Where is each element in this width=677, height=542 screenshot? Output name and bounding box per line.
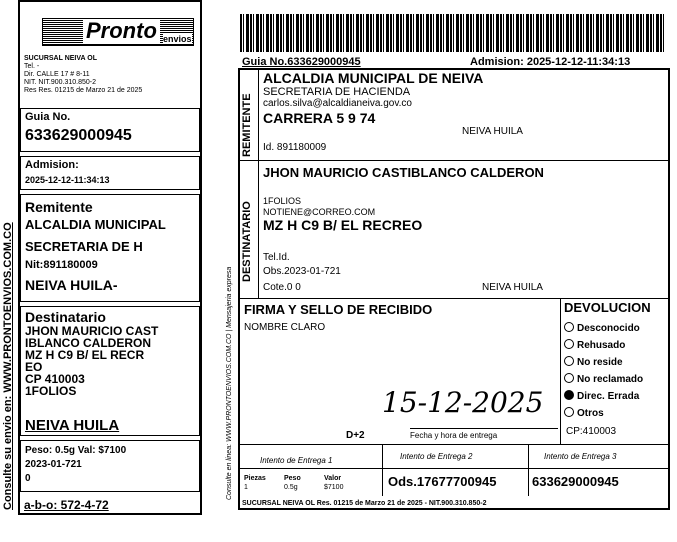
intento-3: Intento de Entrega 3 xyxy=(544,452,617,461)
main-barcode xyxy=(240,14,665,52)
radio-icon xyxy=(564,356,574,366)
devolucion-options xyxy=(564,320,643,422)
divider xyxy=(238,298,670,299)
main-vertical-text: Consulte en linea: WWW.PRONTOENVIOS.COM.CO | Mensajeria expresa xyxy=(226,266,233,500)
main-admision-header: Admision: 2025-12-12-11:34:13 xyxy=(470,56,631,68)
stub-destinatario-label: Destinatario xyxy=(25,309,106,325)
main-destinatario-name: JHON MAURICIO CASTIBLANCO CALDERON xyxy=(263,165,544,180)
stub-destinatario-line: IBLANCO CALDERON xyxy=(25,336,151,350)
piezas-value: 1 xyxy=(244,484,248,491)
divider xyxy=(238,160,670,161)
stub-destinatario-line: CP 410003 xyxy=(25,372,85,386)
main-remitente-email: carlos.silva@alcaldianeiva.gov.co xyxy=(263,98,412,109)
divider xyxy=(560,298,561,444)
nombre-claro: NOMBRE CLARO xyxy=(244,322,326,333)
peso-value: 0.5g xyxy=(284,484,298,491)
devolucion-cp: CP:410003 xyxy=(566,426,617,437)
valor-label: Valor xyxy=(324,475,342,482)
stub-destinatario-city: NEIVA HUILA xyxy=(25,417,120,434)
logo-subtext: envios xyxy=(163,34,192,44)
main-destinatario-folios: 1FOLIOS xyxy=(263,196,302,206)
main-footer: SUCURSAL NEIVA OL Res. 01215 de Marzo 21 de 2025 - NIT.900.310.850-2 xyxy=(242,500,487,507)
devolucion-option: Desconocido xyxy=(564,320,643,337)
fecha-label: Fecha y hora de entrega xyxy=(410,431,498,440)
company-line: Dir. CALLE 17 # 8-11 xyxy=(24,71,90,78)
stub-remitente-dept: SECRETARIA DE H xyxy=(25,239,143,254)
destinatario-side-label: DESTINATARIO xyxy=(241,201,253,282)
radio-icon xyxy=(564,339,574,349)
admision-value: 2025-12-12-11:34:13 xyxy=(25,175,110,185)
stub-destinatario-line: JHON MAURICIO CAST xyxy=(25,324,159,338)
main-remitente-dept: SECRETARIA DE HACIENDA xyxy=(263,86,411,98)
guia-number: 633629000945 xyxy=(25,127,132,144)
divider xyxy=(258,68,259,298)
intento-2: Intento de Entrega 2 xyxy=(400,452,473,461)
stub-zero: 0 xyxy=(25,473,31,484)
devolucion-option: Rehusado xyxy=(564,337,643,354)
stub-destinatario-line: MZ H C9 B/ EL RECR xyxy=(25,348,145,362)
main-remitente-name: ALCALDIA MUNICIPAL DE NEIVA xyxy=(263,70,484,86)
devolucion-option: Otros xyxy=(564,405,643,422)
main-remitente-id: Id. 891180009 xyxy=(263,142,327,153)
divider xyxy=(238,444,670,445)
valor-value: $7100 xyxy=(324,484,344,491)
stub-remitente-label: Remitente xyxy=(25,199,93,215)
stub-destinatario-line: EO xyxy=(25,360,43,374)
handwritten-date: 15-12-2025 xyxy=(382,386,544,419)
pronto-logo xyxy=(42,18,194,46)
company-line: Res Res. 01215 de Marzo 21 de 2025 xyxy=(24,87,143,94)
stub-date-line: 2023-01-721 xyxy=(25,459,82,470)
stub-remitente-nit: Nit:891180009 xyxy=(25,259,98,271)
divider xyxy=(238,468,670,469)
main-destinatario-tel: Tel.Id. xyxy=(263,252,290,263)
d2-label: D+2 xyxy=(346,430,365,441)
company-line: SUCURSAL NEIVA OL xyxy=(24,55,97,62)
signature-line xyxy=(410,428,558,429)
firma-title: FIRMA Y SELLO DE RECIBIDO xyxy=(244,302,433,317)
radio-icon xyxy=(564,322,574,332)
main-remitente-city: NEIVA HUILA xyxy=(462,126,523,137)
main-guia-header: Guia No.633629000945 xyxy=(242,56,361,68)
guia-bottom: 633629000945 xyxy=(532,474,619,489)
stub-destinatario-box xyxy=(20,306,200,436)
devolucion-option: Direc. Errada xyxy=(564,388,643,405)
company-line: Tel. - xyxy=(24,63,40,70)
main-destinatario-obs: Obs.2023-01-721 xyxy=(263,266,341,277)
stub-destinatario-lines xyxy=(25,325,158,397)
logo-text: Pronto xyxy=(83,19,160,43)
main-destinatario-cote: Cote.0 0 xyxy=(263,282,301,293)
stub-remitente-box xyxy=(20,194,200,302)
stub-vertical-site: Consulte su envio en: WWW.PRONTOENVIOS.COM.CO xyxy=(2,222,14,510)
guia-box xyxy=(20,108,200,152)
radio-icon xyxy=(564,407,574,417)
stub-destinatario-line: 1FOLIOS xyxy=(25,384,77,398)
peso-label: Peso xyxy=(284,475,301,482)
stub-remitente-name: ALCALDIA MUNICIPAL xyxy=(25,217,166,232)
devolucion-title: DEVOLUCION xyxy=(564,300,651,315)
stub-remitente-city: NEIVA HUILA- xyxy=(25,277,118,293)
admision-label: Admision: xyxy=(25,159,79,171)
guia-label: Guia No. xyxy=(25,111,71,123)
devolucion-option: No reclamado xyxy=(564,371,643,388)
admision-box xyxy=(20,156,200,190)
piezas-peso-valor xyxy=(244,474,364,492)
intento-1: Intento de Entrega 1 xyxy=(260,456,333,465)
main-destinatario-address: MZ H C9 B/ EL RECREO xyxy=(263,217,423,233)
remitente-side-label: REMITENTE xyxy=(241,93,253,157)
divider xyxy=(382,444,383,496)
company-info xyxy=(24,55,199,95)
piezas-label: Piezas xyxy=(244,475,266,482)
stub-peso-box xyxy=(20,440,200,492)
company-line: NIT. NIT.900.310.850-2 xyxy=(24,79,96,86)
stub-footer: a-b-o: 572-4-72 xyxy=(24,498,109,512)
stub-peso-line: Peso: 0.5g Val: $7100 xyxy=(25,445,127,456)
radio-icon xyxy=(564,373,574,383)
devolucion-option: No reside xyxy=(564,354,643,371)
main-destinatario-city: NEIVA HUILA xyxy=(482,282,543,293)
radio-filled-icon xyxy=(564,390,574,400)
main-remitente-address: CARRERA 5 9 74 xyxy=(263,110,376,126)
ods-number: Ods.17677700945 xyxy=(388,474,497,489)
divider xyxy=(528,444,529,496)
main-destinatario-email: NOTIENE@CORREO.COM xyxy=(263,207,376,217)
